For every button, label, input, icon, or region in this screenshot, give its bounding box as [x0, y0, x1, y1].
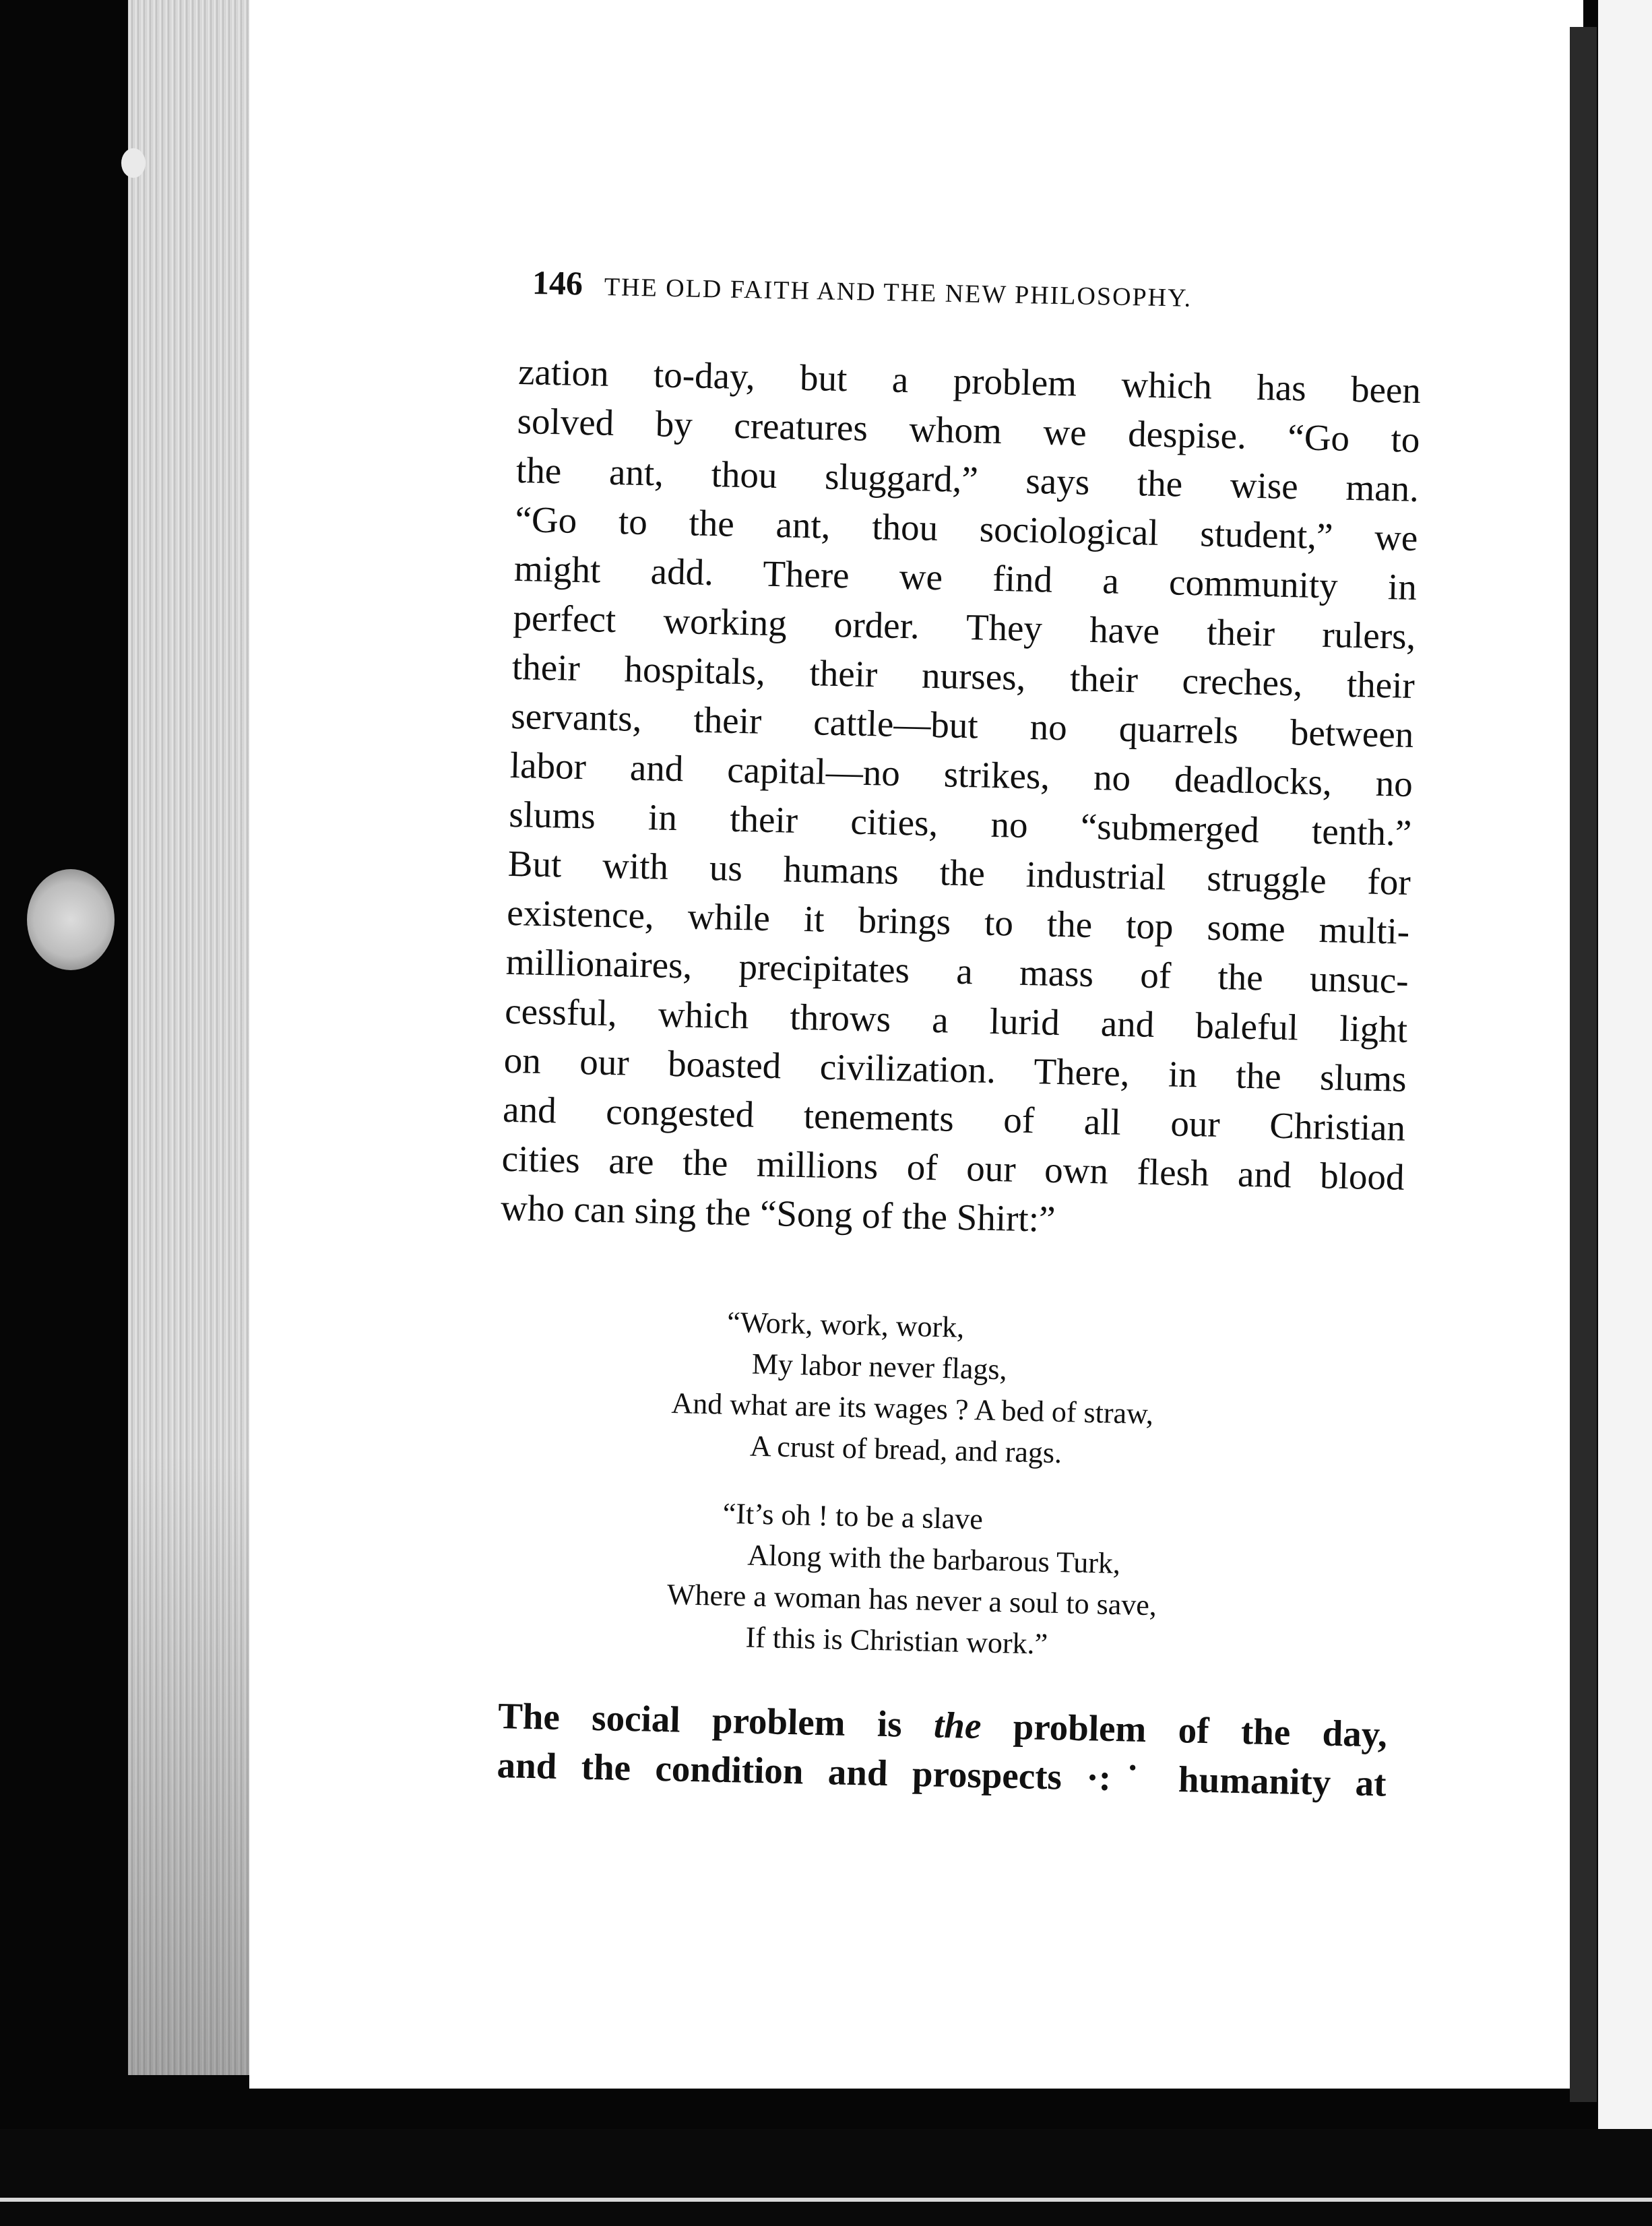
body-line: servants, their cattle—but no quarrels between [510, 695, 1414, 755]
bottom-rule [0, 2198, 1652, 2202]
body-line: might add. There we find a community in [513, 547, 1418, 608]
paper-speck [121, 148, 146, 178]
poem-line: My labor never flags, [751, 1347, 1008, 1387]
body-line: solved by creatures whom we despise. “Go to [517, 400, 1421, 461]
body-text [500, 347, 1428, 1251]
body-line: cessful, which throws a lurid and baleful light [504, 990, 1408, 1050]
closing-text: The social problem is [497, 1694, 903, 1745]
bottom-dark-band [0, 2129, 1652, 2226]
body-line: perfect working order. They have their rulers, [512, 596, 1416, 657]
poem-line: A crust of bread, and rags. [749, 1429, 1062, 1470]
body-line: But with us humans the industrial struggle for [507, 842, 1411, 903]
poem-stanza [666, 1492, 1343, 1672]
closing-text: problem of the day, [1013, 1706, 1388, 1755]
poem-line: “Work, work, work, [726, 1305, 965, 1344]
page-number: 146 [532, 263, 583, 303]
closing-line: and the condition and prospects ·:˙ humanity at [497, 1744, 1387, 1804]
running-title: THE OLD FAITH AND THE NEW PHILOSOPHY. [604, 273, 1193, 313]
paper-blemish [27, 869, 115, 970]
poem-quotation [665, 1300, 1347, 1698]
body-line: zation to-day, but a problem which has been [517, 350, 1422, 412]
left-edge-shadow [128, 0, 256, 2075]
body-line: cities are the millions of our own flesh and blood [501, 1137, 1405, 1198]
emphasis-the: the [933, 1704, 982, 1747]
poem-stanza [670, 1300, 1347, 1480]
poem-line: And what are its wages ? A bed of straw, [670, 1386, 1154, 1431]
body-line: on our boasted civilization. There, in the slums [503, 1039, 1407, 1100]
body-line: “Go to the ant, thou sociological student,” we [515, 498, 1418, 559]
closing-paragraph [497, 1691, 1395, 1808]
body-line: and congested tenements of all our Christian [502, 1088, 1406, 1149]
poem-line: “It’s oh ! to be a slave [722, 1496, 984, 1536]
poem-line: Where a woman has never a soul to save, [666, 1577, 1157, 1622]
right-binding-strip [1570, 27, 1597, 2102]
body-line: slums in their cities, no “submerged tenth.” [508, 793, 1412, 854]
body-line: who can sing the “Song of the Shirt:” [500, 1186, 1056, 1240]
body-line: existence, while it brings to the top some multi- [506, 891, 1410, 952]
poem-line: Along with the barbarous Turk, [746, 1538, 1121, 1581]
body-line: millionaires, precipitates a mass of the unsuc- [505, 941, 1409, 1001]
body-line: their hospitals, their nurses, their creches, their [511, 645, 1416, 706]
poem-line: If this is Christian work.” [745, 1620, 1048, 1661]
right-page-edge [1598, 0, 1652, 2156]
body-line: the ant, thou sluggard,” says the wise man. [515, 449, 1420, 510]
body-line: labor and capital—no strikes, no deadlocks, no [509, 744, 1413, 804]
